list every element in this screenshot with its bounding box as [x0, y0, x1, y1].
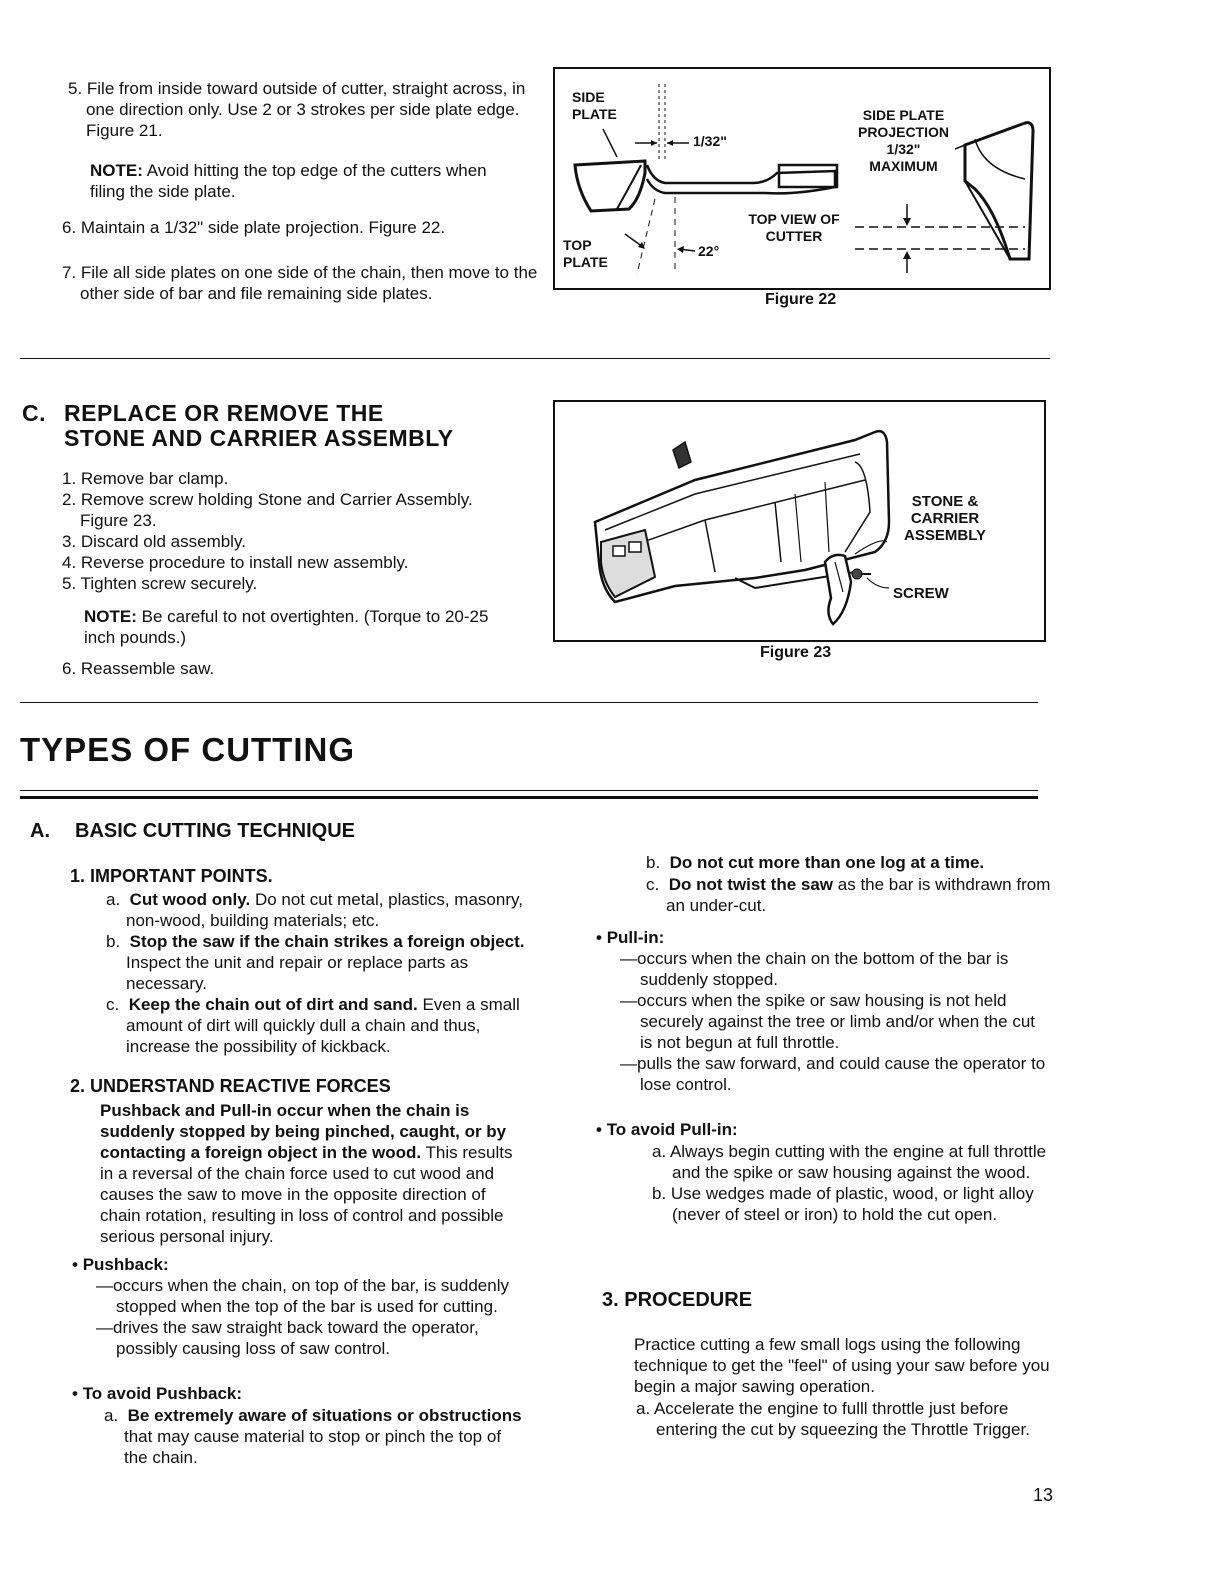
- avoid-pushback-text: To avoid Pushback:: [82, 1384, 243, 1403]
- section-a-letter: A.: [30, 820, 50, 842]
- pushback-title-text: Pushback:: [82, 1255, 169, 1274]
- label-top-view: TOP VIEW OF CUTTER: [748, 211, 840, 244]
- section-c-title: [64, 401, 524, 451]
- step-7: 7. File all side plates on one side of the chain, then move to the other side of bar and file remaining side plates.: [62, 263, 538, 303]
- section-a-title: BASIC CUTTING TECHNIQUE: [75, 820, 355, 842]
- label-screw: SCREW: [893, 585, 949, 602]
- section-c-steps: [62, 468, 520, 594]
- c-note-text: Be careful to not overtighten. (Torque to 20-25 inch pounds.): [84, 607, 489, 647]
- pullin-item-1: —occurs when the chain on the bottom of the bar is suddenly stopped.: [620, 949, 1009, 989]
- divider: [20, 702, 1038, 703]
- label-maximum: MAXIMUM: [869, 158, 938, 174]
- procedure-text: Practice cutting a few small logs using the following technique to get the "feel" of using your saw before you begin a major sawing operation.: [634, 1335, 1050, 1396]
- label: a.: [106, 890, 121, 909]
- avoid-pushback-title: • To avoid Pushback:: [72, 1384, 243, 1403]
- title-rule-thin: [20, 790, 1038, 791]
- pullin-title: • Pull-in:: [596, 928, 665, 947]
- text: Inspect the unit and repair or replace parts as necessary.: [126, 953, 469, 993]
- point-c: [646, 874, 1056, 916]
- bold: Cut wood only.: [129, 890, 251, 909]
- projection-block: [841, 107, 966, 175]
- section-c-title-1: REPLACE OR REMOVE THE: [64, 400, 384, 426]
- bold: Be extremely aware of situations or obstructions: [127, 1406, 522, 1425]
- avoid-pullin-text: To avoid Pull-in:: [606, 1120, 738, 1139]
- label-projection-value: 1/32": [886, 141, 921, 157]
- c-step-2: 2. Remove screw holding Stone and Carrier Assembly. Figure 23.: [62, 490, 473, 530]
- reactive-forces-title: 2. UNDERSTAND REACTIVE FORCES: [70, 1076, 391, 1096]
- types-title: TYPES OF CUTTING: [20, 731, 356, 768]
- c-note-label: NOTE:: [84, 607, 137, 626]
- avoid-pullin-a: a. Always begin cutting with the engine at full throttle and the spike or saw housing against the wood.: [652, 1142, 1047, 1182]
- avoid-pushback-a: [104, 1405, 526, 1468]
- point-1b: [106, 931, 526, 994]
- note-text: Avoid hitting the top edge of the cutters when filing the side plate.: [90, 161, 487, 201]
- figure-22-caption: Figure 22: [765, 291, 837, 308]
- label: c.: [646, 875, 660, 894]
- procedure-a: a. Accelerate the engine to fulll throttle just before entering the cut by squeezing the Throttle Trigger.: [636, 1399, 1030, 1439]
- pullin-list: [620, 948, 1050, 1095]
- label-top-plate: TOP PLATE: [563, 237, 608, 270]
- label: b.: [646, 853, 661, 872]
- label: b.: [106, 932, 121, 951]
- note-filing: [90, 160, 520, 202]
- text: This results in a reversal of the chain force used to cut wood and causes the saw to move in the opposite direction of chain rotation, resulting in loss of control and possible serious personal injury.: [100, 1143, 513, 1246]
- pushback-list: [96, 1275, 526, 1359]
- note-label: NOTE:: [90, 161, 143, 180]
- step-6: 6. Maintain a 1/32" side plate projection. Figure 22.: [62, 218, 446, 237]
- label-stone: STONE &: [911, 493, 979, 510]
- label: a.: [104, 1406, 119, 1425]
- avoid-pullin-b: b. Use wedges made of plastic, wood, or light alloy (never of steel or iron) to hold the cut open.: [652, 1184, 1034, 1224]
- label-carrier: CARRIER: [910, 510, 980, 527]
- c-step-6: 6. Reassemble saw.: [62, 659, 215, 678]
- pushback-title: • Pushback:: [72, 1255, 169, 1274]
- page-number: 13: [1033, 1485, 1054, 1505]
- c-note: [84, 606, 520, 648]
- c-step-3: 3. Discard old assembly.: [62, 532, 246, 551]
- text: Do not cut metal, plastics, masonry, non-wood, building materials; etc.: [126, 890, 523, 930]
- section-c-title-2: STONE AND CARRIER ASSEMBLY: [64, 425, 454, 451]
- point-b: [646, 852, 1056, 873]
- important-points-title: 1. IMPORTANT POINTS.: [70, 866, 273, 886]
- label-assembly: ASSEMBLY: [904, 527, 986, 544]
- text: as the bar is withdrawn from an under-cut.: [666, 875, 1051, 915]
- bold: Do not twist the saw: [668, 875, 834, 894]
- text: Even a small amount of dirt will quickly dull a chain and thus, increase the possibility of kickback.: [126, 995, 520, 1056]
- stone-carrier-label: [895, 493, 995, 544]
- pullin-item-3: —pulls the saw forward, and could cause the operator to lose control.: [620, 1054, 1046, 1094]
- c-step-4: 4. Reverse procedure to install new assembly.: [62, 553, 409, 572]
- divider: [20, 358, 1050, 359]
- title-rule-thick: [20, 796, 1038, 799]
- section-c-letter: C.: [22, 400, 46, 426]
- avoid-pullin-title: • To avoid Pull-in:: [596, 1120, 738, 1139]
- bold: Pushback and Pull-in occur when the chain is suddenly stopped by being pinched, caught, or by contacting a foreign object in the wood.: [100, 1101, 507, 1162]
- label: c.: [106, 995, 120, 1014]
- label-projection: SIDE PLATE PROJECTION: [857, 107, 949, 140]
- figure-23: [553, 400, 1046, 642]
- step-5: 5. File from inside toward outside of cutter, straight across, in one direction only. Use 2 or 3 strokes per side plate edge. Figure 21.: [68, 79, 526, 140]
- bold: Keep the chain out of dirt and sand.: [128, 995, 418, 1014]
- label-angle: 22°: [698, 243, 720, 259]
- bold: Stop the saw if the chain strikes a foreign object.: [129, 932, 525, 951]
- procedure-title: 3. PROCEDURE: [602, 1289, 753, 1311]
- label-1-32: 1/32": [693, 133, 727, 149]
- reactive-forces-text: [100, 1100, 525, 1247]
- c-step-5: 5. Tighten screw securely.: [62, 574, 258, 593]
- label-side-plate: SIDE PLATE: [572, 89, 617, 122]
- figure-23-caption: Figure 23: [760, 644, 832, 661]
- point-1a: [106, 889, 526, 931]
- c-step-1: 1. Remove bar clamp.: [62, 469, 229, 488]
- bold: Do not cut more than one log at a time.: [669, 853, 985, 872]
- pullin-title-text: Pull-in:: [606, 928, 665, 947]
- avoid-pullin-list: [652, 1141, 1052, 1225]
- point-1c: [106, 994, 526, 1057]
- figure-22: [553, 67, 1051, 290]
- text: that may cause material to stop or pinch the top of the chain.: [124, 1427, 502, 1467]
- pullin-item-2: —occurs when the spike or saw housing is not held securely against the tree or limb and/or when the cut is not begun at full throttle.: [620, 991, 1035, 1052]
- pushback-item-2: —drives the saw straight back toward the operator, possibly causing loss of saw control.: [96, 1318, 479, 1358]
- pushback-item-1: —occurs when the chain, on top of the bar, is suddenly stopped when the top of the bar is used for cutting.: [96, 1276, 509, 1316]
